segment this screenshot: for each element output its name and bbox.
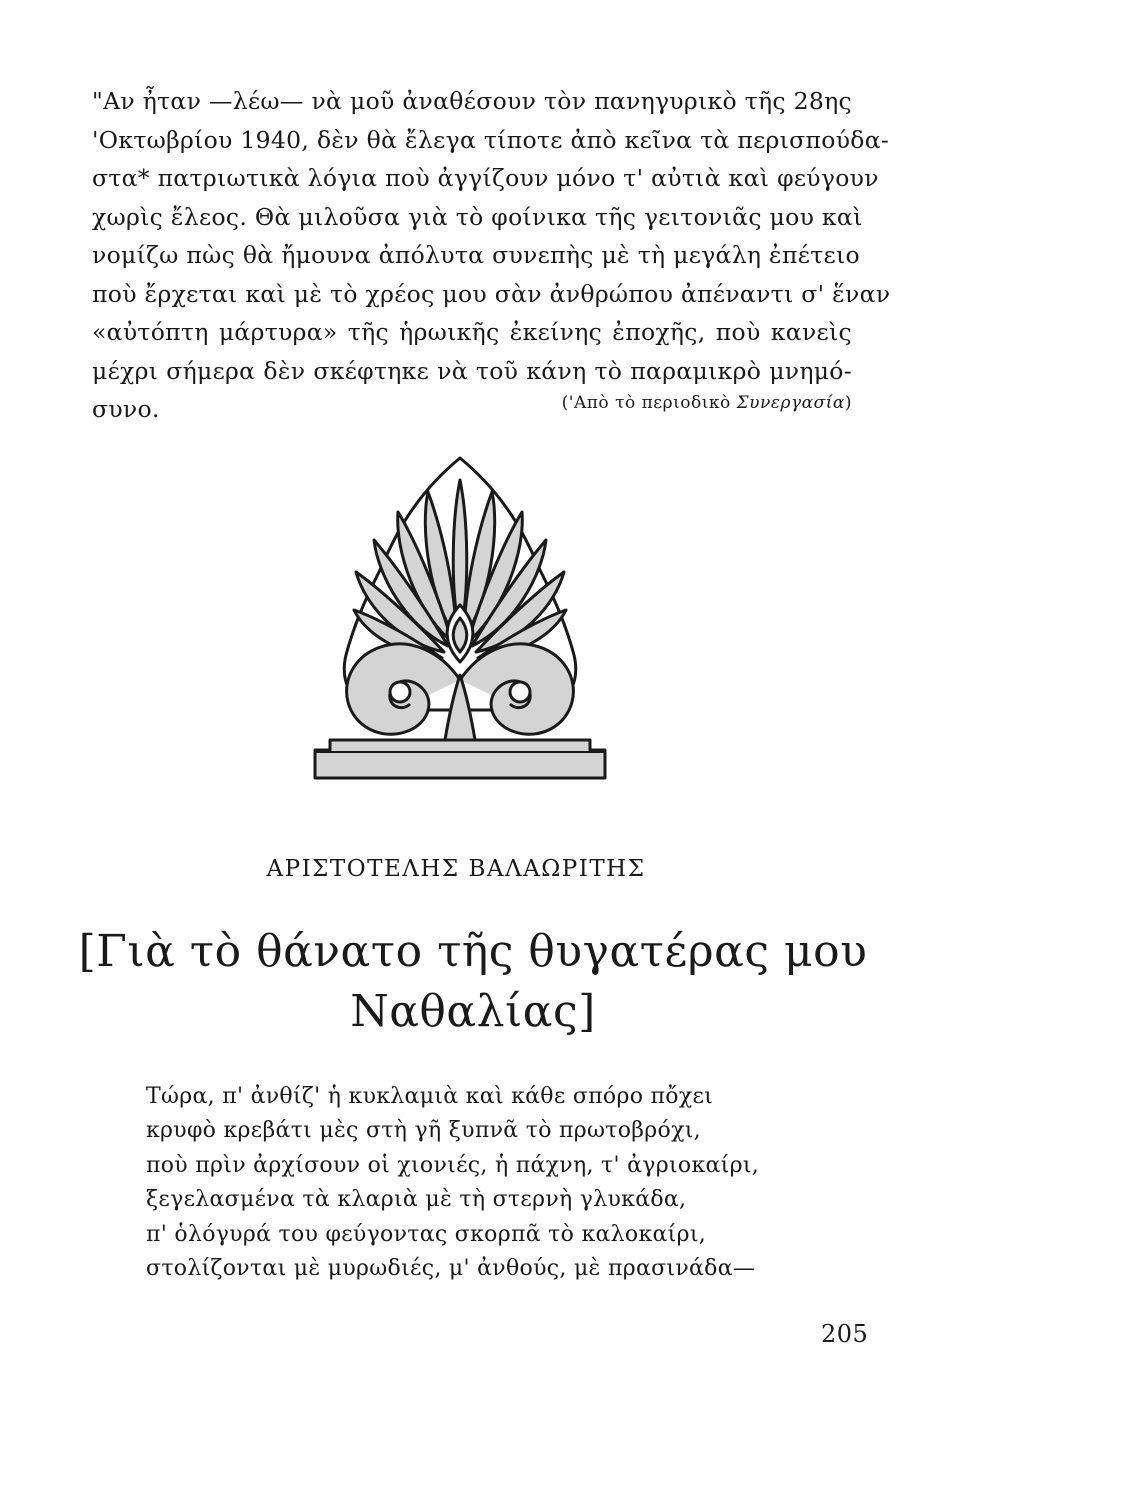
poem-verses	[146, 1080, 759, 1286]
verse-line: π' ὁλόγυρά του φεύγοντας σκορπᾶ τὸ καλοκαίρι,	[146, 1221, 707, 1247]
prose-line: χωρὶς ἔλεος. Θὰ μιλοῦσα γιὰ τὸ φοίνικα τῆς γειτονιᾶς μου καὶ	[92, 202, 863, 231]
author-name: ΑΡΙΣΤΟΤΕΛΗΣ ΒΑΛΑΩΡΙΤΗΣ	[266, 856, 646, 882]
palmette-anthemion-icon	[310, 440, 610, 782]
prose-line: «αὐτόπτη μάρτυρα» τῆς ἡρωικῆς ἐκείνης ἐποχῆς, ποὺ κανεὶς	[92, 318, 852, 346]
verse-line: ποὺ πρὶν ἀρχίσουν οἱ χιονιές, ἡ πάχνη, τ' ἀγριοκαίρι,	[146, 1152, 760, 1178]
prose-line: ποὺ ἔρχεται καὶ μὲ τὸ χρέος μου σὰν ἀνθρώπου ἀπέναντι σ' ἕναν	[92, 279, 891, 308]
prose-line: συνο.	[92, 395, 160, 423]
prose-line: στα* πατριωτικὰ λόγια ποὺ ἀγγίζουν μόνο τ' αὐτιὰ καὶ φεύγουν	[92, 164, 879, 192]
prose-line: μέχρι σήμερα δὲν σκέφτηκε νὰ τοῦ κάνη τὸ παραμικρὸ μνημό-	[92, 356, 852, 385]
source-suffix: )	[844, 393, 852, 413]
source-citation	[562, 393, 852, 413]
source-prefix: ('Απὸ τὸ περιοδικὸ	[561, 393, 737, 413]
prose-line: νομίζω πὼς θὰ ἤμουνα ἀπόλυτα συνεπὴς μὲ τὴ μεγάλη ἐπέτειο	[92, 241, 860, 269]
verse-line: κρυφὸ κρεβάτι μὲς στὴ γῆ ξυπνᾶ τὸ πρωτοβρόχι,	[146, 1118, 701, 1144]
poem-title-line: [Γιὰ τὸ θάνατο τῆς θυγατέρας μου	[78, 926, 868, 977]
source-journal: Συνεργασία	[736, 393, 845, 413]
prose-line: "Αν ἦταν —λέω— νὰ μοῦ ἀναθέσουν τὸν πανηγυρικὸ τῆς 28ης	[92, 87, 852, 115]
verse-line: ξεγελασμένα τὰ κλαριὰ μὲ τὴ στερνὴ γλυκάδα,	[146, 1187, 687, 1213]
poem-title-line: Ναθαλίας]	[350, 986, 596, 1037]
prose-line: 'Οκτωβρίου 1940, δὲν θὰ ἔλεγα τίποτε ἀπὸ κεῖνα τὰ περισπούδα-	[92, 125, 890, 154]
poem-title	[0, 922, 946, 1042]
prose-paragraph	[92, 82, 891, 429]
verse-line: στολίζονται μὲ μυρωδιές, μ' ἀνθούς, μὲ πρασινάδα—	[146, 1256, 756, 1282]
verse-line: Τώρα, π' ἀνθίζ' ἡ κυκλαμιὰ καὶ κάθε σπόρο πὄχει	[146, 1084, 714, 1109]
page-number: 205	[821, 1320, 869, 1348]
